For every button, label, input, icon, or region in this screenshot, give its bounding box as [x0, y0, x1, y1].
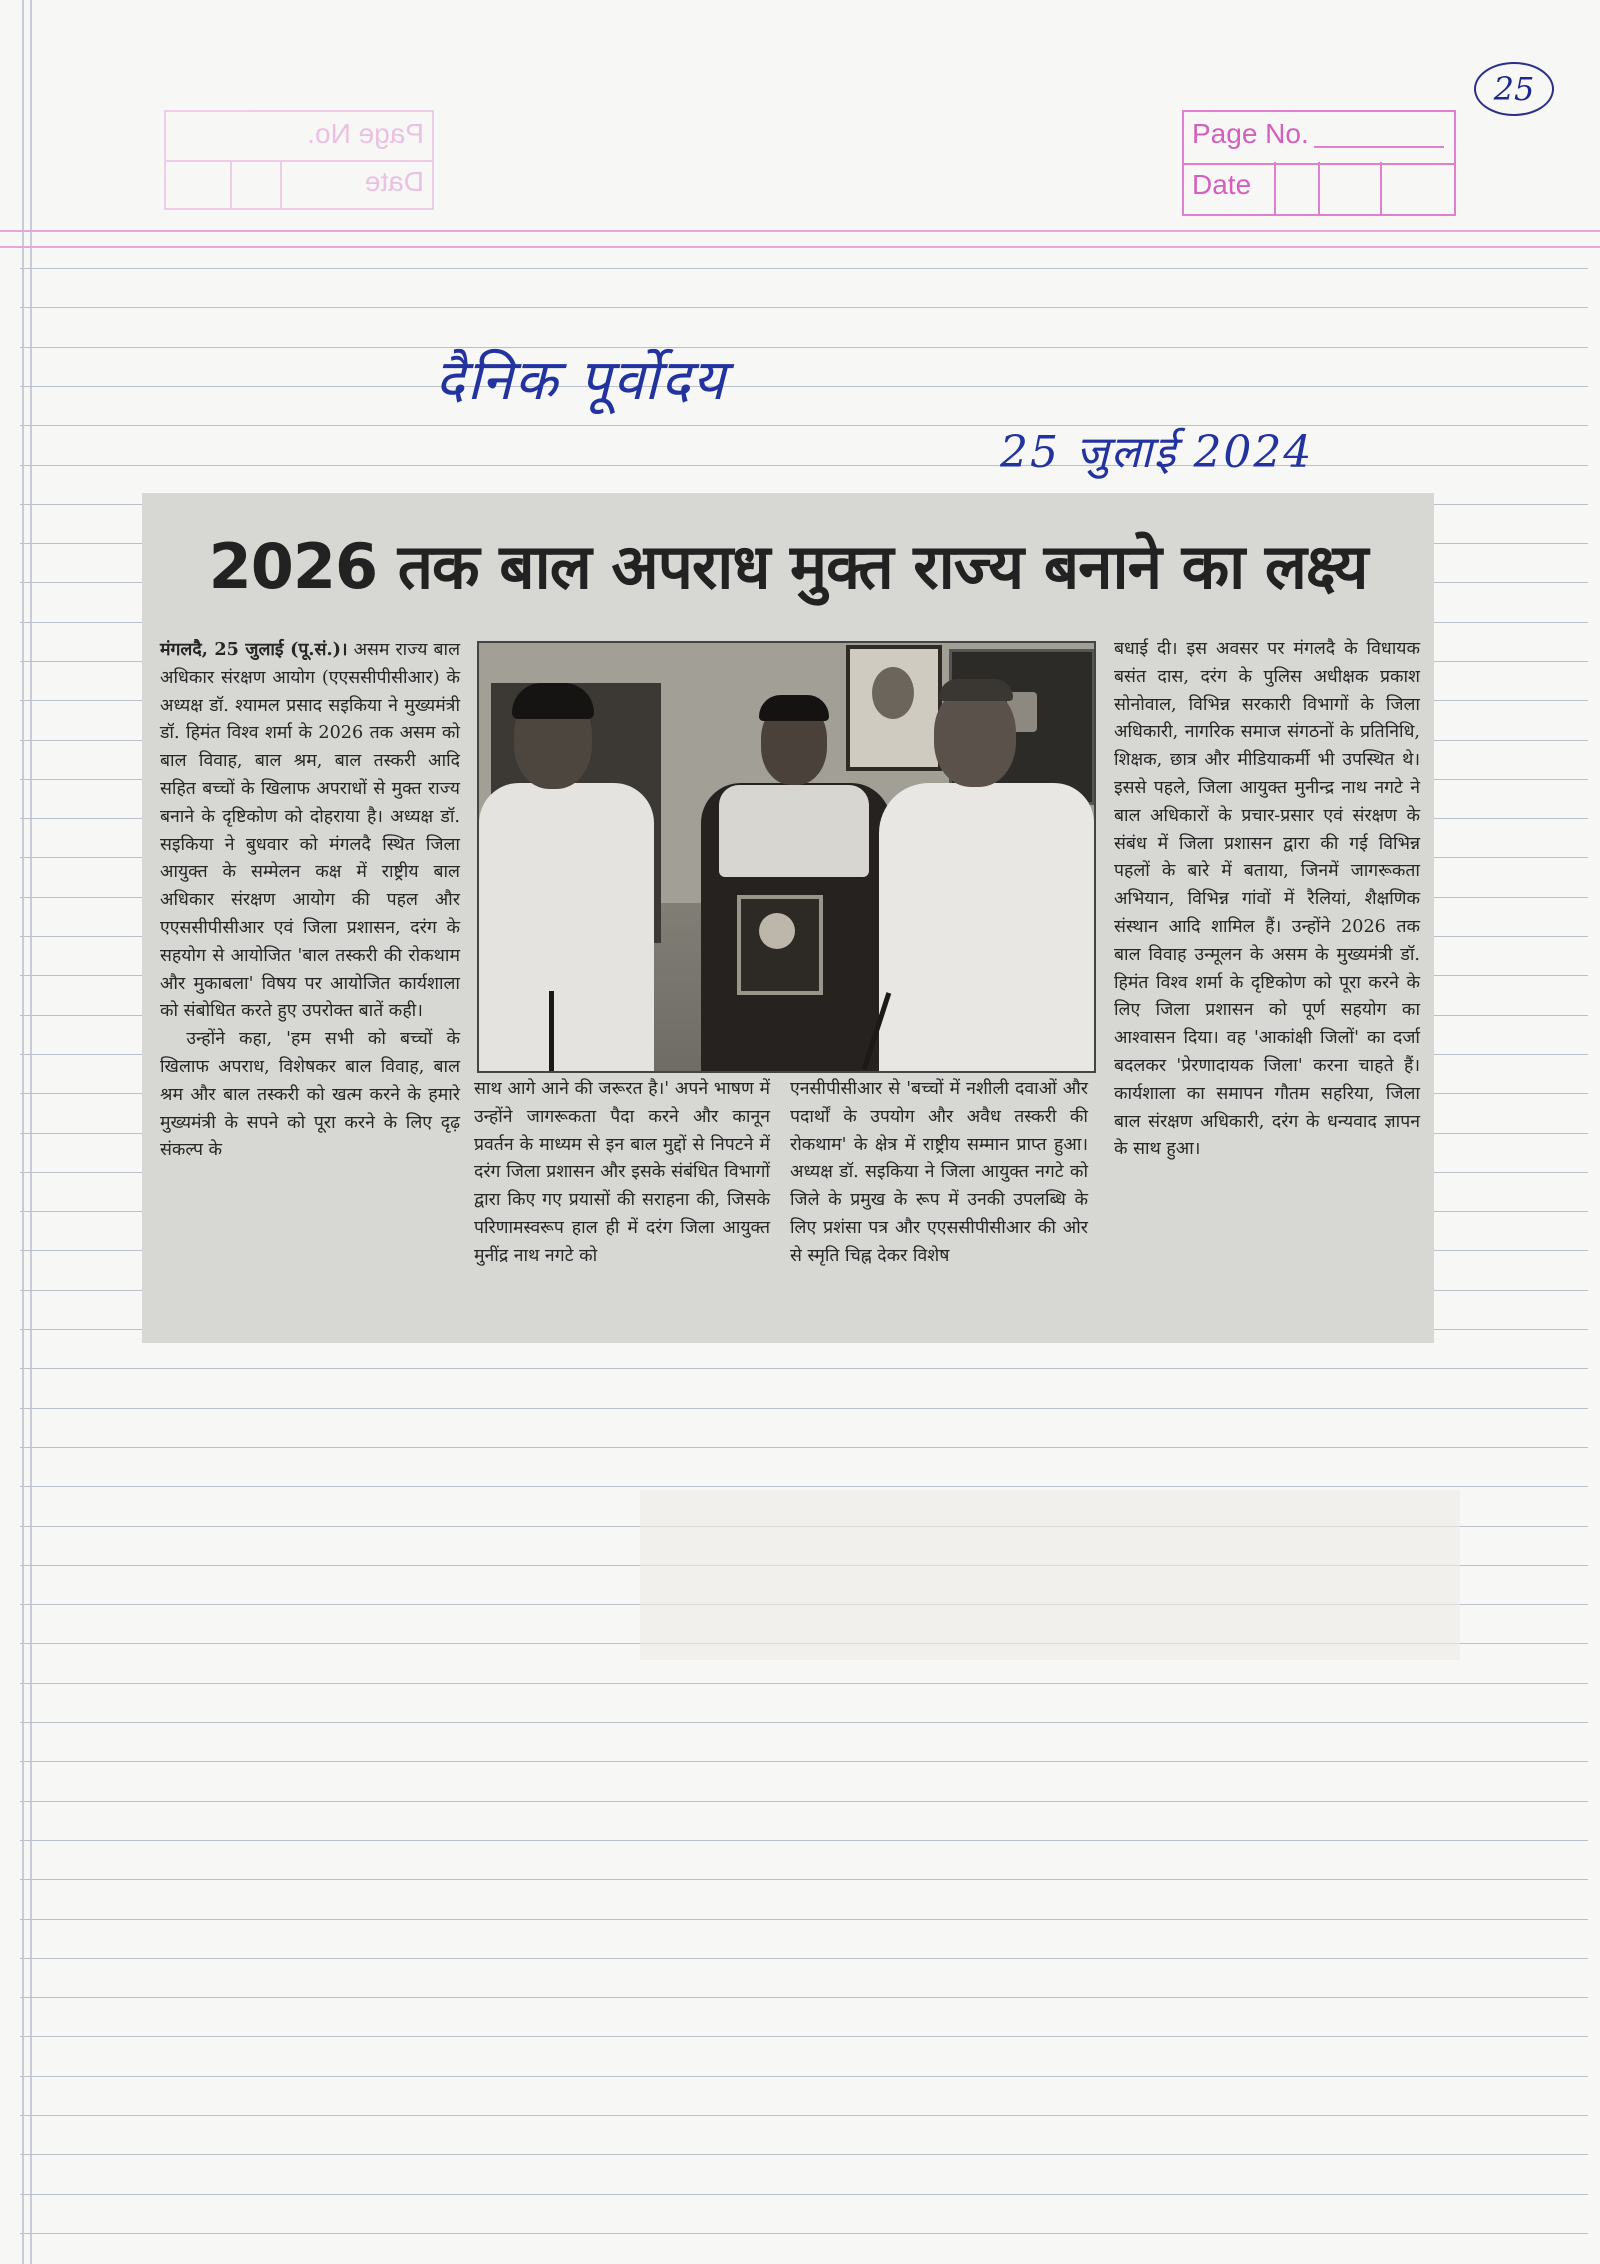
handwritten-newspaper-name: दैनिक पूर्वोदय	[435, 348, 727, 413]
ruled-line	[20, 2076, 1588, 2077]
ruled-line	[20, 1368, 1588, 1369]
ruled-line	[20, 1919, 1588, 1920]
ruled-line	[20, 1840, 1588, 1841]
ruled-line	[20, 268, 1588, 269]
handwritten-date: 25 जुलाई 2024	[1000, 427, 1314, 478]
ruled-line	[20, 1958, 1588, 1959]
article-column-2: साथ आगे आने की जरूरत है।' अपने भाषण में उन्होंने जागरूकता पैदा करने और कानून प्रवर्तन के माध्यम से इन बाल मुद्दों से निपटने में दरंग जिला प्रशासन और इसके संबंधित विभागों द्वारा किए गए प्रयासों की सराहना की, जिसके परिणामस्वरूप हाल ही में दरंग जिला आयुक्त मुनींद्र नाथ नगटे को	[474, 1079, 770, 1266]
page-no-blank	[1314, 146, 1444, 148]
ruled-line	[20, 1722, 1588, 1723]
page-no-date-box	[1182, 110, 1456, 216]
ruled-line	[20, 307, 1588, 308]
ghost-page-box	[164, 110, 434, 210]
dateline: मंगलदै, 25 जुलाई (पू.सं.)।	[160, 639, 348, 660]
page-number-circle: 25	[1474, 62, 1554, 116]
article-column-1	[160, 636, 460, 1165]
ruled-line	[20, 1408, 1588, 1409]
ruled-line	[20, 1486, 1588, 1487]
ruled-line	[20, 465, 1588, 466]
ruled-line	[20, 2154, 1588, 2155]
ruled-line	[20, 1761, 1588, 1762]
ruled-line	[20, 2036, 1588, 2037]
header-rule	[0, 246, 1600, 248]
portrait-frame	[846, 645, 942, 771]
ruled-line	[20, 2233, 1588, 2234]
microphone	[549, 991, 554, 1071]
header-rule	[0, 230, 1600, 232]
page-no-label: Page No.	[1192, 118, 1309, 149]
news-photo	[477, 641, 1096, 1073]
memento-plaque	[737, 895, 823, 995]
ruled-line	[20, 425, 1588, 426]
article-column-3: एनसीपीसीआर से 'बच्चों में नशीली दवाओं और पदार्थों के उपयोग और अवैध तस्करी की रोकथाम' के क्षेत्र में राष्ट्रीय सम्मान प्राप्त हुआ। अध्यक्ष डॉ. सइकिया ने जिला आयुक्त नगटे को जिले के प्रमुख के रूप में उनकी उपलब्धि के लिए प्रशंसा पत्र और एएससीपीसीआर की ओर से स्मृति चिह्न देकर विशेष	[790, 1079, 1088, 1266]
article-paragraph: उन्होंने कहा, 'हम सभी को बच्चों के खिलाफ अपराध, विशेषकर बाल विवाह, बाल श्रम और बाल तस्करी को खत्म करने के हमारे मुख्यमंत्री के सपने को पूरा करने के लिए दृढ़ संकल्प के	[160, 1029, 460, 1161]
ruled-line	[20, 1997, 1588, 1998]
left-margin-line	[22, 0, 24, 2264]
newspaper-clipping	[142, 493, 1434, 1343]
ruled-line	[20, 347, 1588, 348]
ghost-page-no-label: Page No.	[307, 118, 424, 149]
ruled-line	[20, 1683, 1588, 1684]
ruled-line	[20, 1801, 1588, 1802]
ghost-date-label: Date	[364, 166, 424, 197]
date-label: Date	[1192, 169, 1252, 200]
left-margin-line	[30, 0, 32, 2264]
show-through-shadow	[640, 1490, 1460, 1660]
ruled-line	[20, 1447, 1588, 1448]
article-paragraph: असम राज्य बाल अधिकार संरक्षण आयोग (एएससीपीसीआर) के अध्यक्ष डॉ. श्यामल प्रसाद सइकिया ने मुख्यमंत्री डॉ. हिमंत विश्व शर्मा के 2026 तक असम को बाल विवाह, बाल श्रम, बाल तस्करी आदि सहित बच्चों के खिलाफ अपराधों से मुक्त राज्य बनाने के दृष्टिकोण को दोहराया है। अध्यक्ष डॉ. सइकिया ने बुधवार को मंगलदै स्थित जिला आयुक्त के सम्मेलन कक्ष में राष्ट्रीय बाल अधिकार संरक्षण आयोग की पहल और एएससीपीसीआर एवं जिला प्रशासन, दरंग के सहयोग से आयोजित 'बाल तस्करी की रोकथाम और मुकाबला' विषय पर आयोजित कार्यशाला को संबोधित करते हुए उपरोक्त बातें कही।	[160, 640, 460, 1022]
article-column-4: बधाई दी। इस अवसर पर मंगलदै के विधायक बसंत दास, दरंग के पुलिस अधीक्षक प्रकाश सोनोवाल, विभिन्न सरकारी विभागों के जिला अधिकारी, नागरिक समाज संगठनों के प्रतिनिधि, शिक्षक, छात्र और मीडियाकर्मी भी उपस्थित थे। इससे पहले, जिला आयुक्त मुनीन्द्र नाथ नगटे ने बाल अधिकारों के प्रचार-प्रसार एवं संरक्षण के संबंध में जिला प्रशासन द्वारा की गई विभिन्न पहलों के बारे में बताया, जिनमें जागरूकता अभियान, विभिन्न गांवों में रैलियां, शैक्षणिक संस्थान आदि शामिल हैं। उन्होंने 2026 तक बाल विवाह उन्मूलन के असम के मुख्यमंत्री डॉ. हिमंत विश्व शर्मा के दृष्टिकोण को पूरा करने के लिए जिला प्रशासन को पूर्ण सहयोग का आश्वासन दिया। वह 'आकांक्षी जिलों' का दर्जा बदलकर 'प्रेरणादायक जिला' करना चाहते हैं। कार्यशाला का समापन गौतम सहरिया, जिला बाल संरक्षण अधिकारी, दरंग के धन्यवाद ज्ञापन के साथ हुआ।	[1114, 639, 1420, 1160]
ruled-line	[20, 386, 1588, 387]
ruled-line	[20, 1879, 1588, 1880]
ruled-line	[20, 2115, 1588, 2116]
ruled-line	[20, 2194, 1588, 2195]
clipping-headline: 2026 तक बाल अपराध मुक्त राज्य बनाने का लक्ष्य	[208, 530, 1368, 603]
